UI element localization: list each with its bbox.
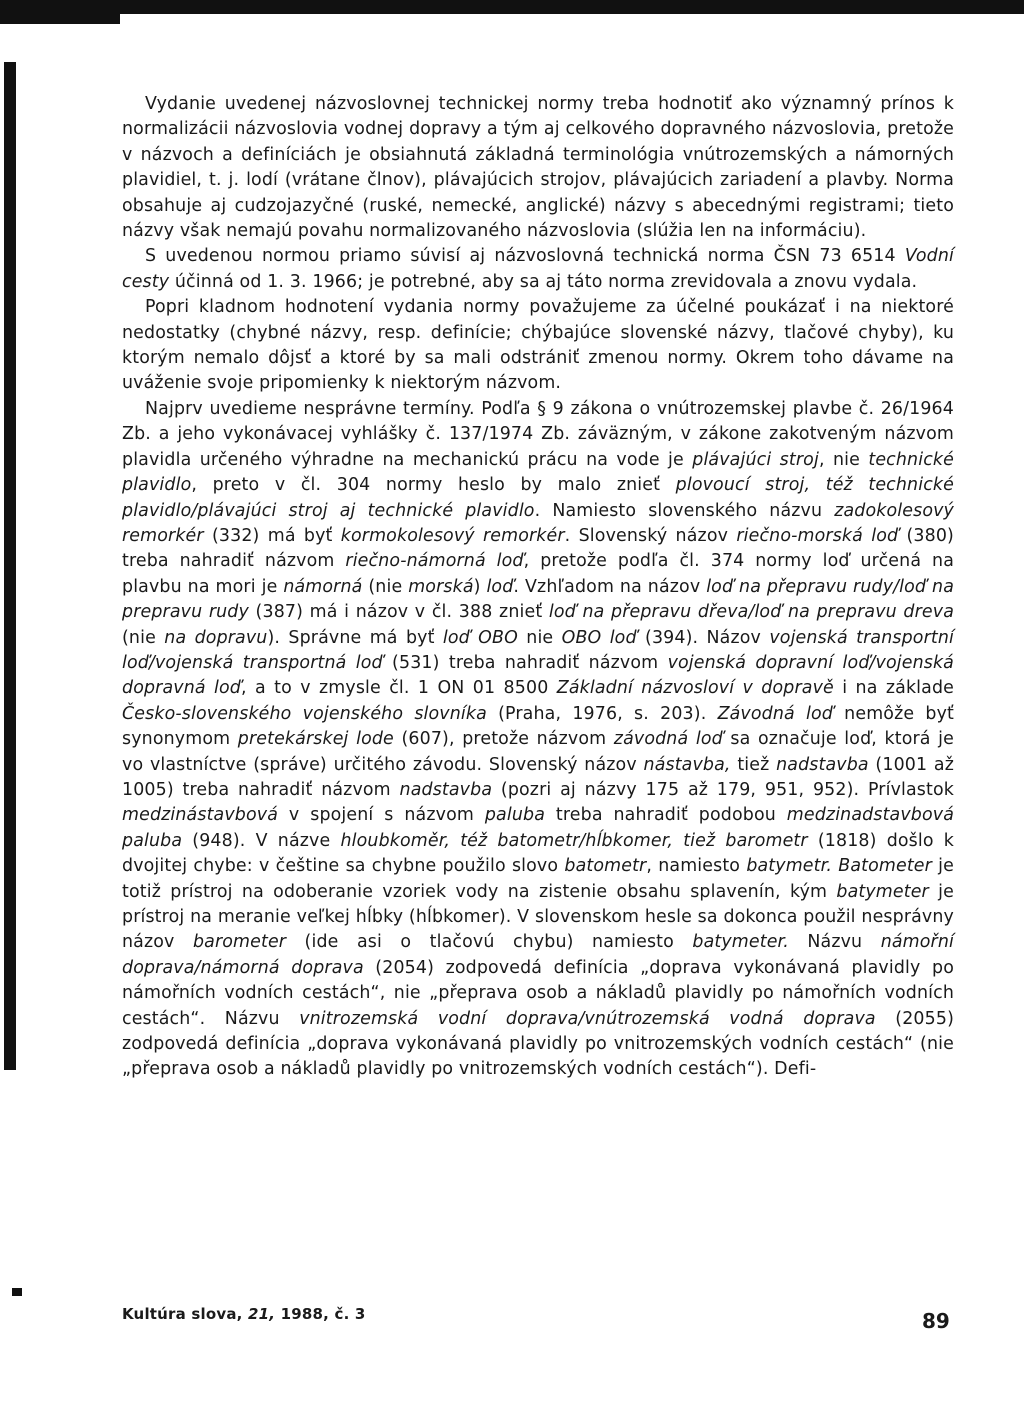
italic-term: nadstavba [776,754,869,775]
text-run: (531) treba nahradiť názvom [382,652,668,673]
page-number: 89 [922,1309,950,1333]
scan-border-notch [0,14,120,24]
text-run: (1818) došlo k dvojitej chybe: v češtine sa chybne použilo slovo [122,830,955,877]
italic-term: batymetr. [746,856,833,877]
italic-term: vojenská dopravní loď/vojenská dopravná loď [122,652,954,699]
text-run: , namiesto [646,856,747,877]
italic-term: na dopravu [164,627,268,648]
scan-margin-bar [4,62,16,1070]
italic-term: Batometer [838,856,932,877]
italic-term: medzinástavbová [122,805,279,826]
italic-term: medzinadstavbová paluba [122,805,955,851]
italic-term: námořní doprava/námorná doprava [122,932,955,978]
italic-term: Česko-slovenského vojenského slovníka [122,703,487,724]
italic-term: námorná [283,576,363,597]
text-run: (2055) zodpovedá definícia „doprava vykonávaná plavidly po vnitrozemských vodních cestách“ (nie „přeprava osob a nákladů plavidly po vnitrozemských vodních cestách“). Defi- [122,1008,955,1080]
article-body [122,92,954,1083]
text-run: . Vzhľadom na názov [513,576,707,597]
italic-term: batymeter [836,881,929,902]
text-run: (948). V názve [182,830,341,851]
text-run: nie [517,627,562,648]
paragraph [122,244,954,295]
text-run: (pozri aj názvy 175 až 179, 951, 952). Prívlastok [492,779,954,800]
italic-term: loď [486,576,514,597]
text-run: . Slovenský názov [564,525,737,546]
text-run: (394). Názov [636,627,770,648]
text-run: . Namiesto slovenského názvu [534,500,835,521]
text-run: , pretože podľa čl. 374 normy loď určená na plavbu na mori je [122,551,954,597]
italic-term: loď na přepravu dřeva/loď na prepravu dreva [548,602,955,623]
scan-margin-mark [12,1288,22,1296]
italic-term: Závodná loď [717,703,833,724]
text-run: (380) treba nahradiť názvom [122,525,954,572]
text-run: (607), pretože názvom [393,729,614,750]
running-footer [122,1305,366,1323]
journal-name: Kultúra slova, [122,1305,243,1323]
italic-term: plávajúci stroj [692,449,819,470]
italic-term: nadstavba [399,779,493,800]
paragraph [122,397,954,1083]
italic-term: plovoucí stroj, též technické plavidlo/plávajúci stroj aj technické plavidlo [122,475,954,521]
text-run: tiež [730,754,777,775]
text-run: (1001 až 1005) treba nahradiť názvom [122,754,955,800]
italic-term: morská [408,576,474,597]
italic-term: batometr [564,856,647,877]
italic-term: vojenská transportní loď/vojenská transportná loď [122,627,955,673]
italic-term: hloubkoměr, též batometr/hĺbkomer, tiež barometr [340,830,808,851]
text-run: i na základe [833,678,954,699]
text-run: Názvu [788,932,881,953]
italic-term: zadokolesový remorkér [122,500,954,546]
paragraph [122,92,954,244]
text-run: ) [473,576,487,597]
italic-term: paluba [484,805,546,826]
italic-term: riečno-námorná loď [345,551,524,572]
text-run: v spojení s názvom [278,805,485,826]
journal-volume: 21, [247,1305,276,1323]
italic-term: Vodní cesty [122,246,954,292]
italic-term: loď na přepravu rudy/loď na prepravu rudy [122,576,954,623]
italic-term: technické plavidlo [122,449,954,496]
italic-term: kormokolesový remorkér [340,525,565,546]
text-run: (ide asi o tlačovú chybu) namiesto [286,932,693,953]
text-run: , nie [818,449,869,470]
text-run: (387) má i názov v čl. 388 znieť [248,602,549,623]
italic-term: loď OBO [442,627,518,648]
italic-term: batymeter. [692,932,789,953]
text-run: (Praha, 1976, s. 203). [486,703,718,724]
text-run: (2054) zodpovedá definícia „doprava vykonávaná plavidly po námořních vodních cestách“, nie „přeprava osob a nákladů plavidly po námořních vodních cestách“. Názvu [122,957,954,1029]
italic-term: pretekárskej lode [237,729,394,750]
text-run: je totiž prístroj na odoberanie vzoriek vody na zistenie obsahu splavenín, kým [122,856,954,902]
text-run: , a to v zmysle čl. 1 ON 01 8500 [241,678,557,699]
paragraph [122,295,954,397]
text-run: treba nahradiť podobou [545,805,787,826]
text-run: Najprv uvedieme nesprávne termíny. Podľa § 9 zákona o vnútrozemskej plavbe č. 26/1964 Zb. a jeho vykonávacej vyhlášky č. 137/1974 Zb. záväzným, v zákone zakotveným názvom plavidla určeného výhradne na mechanickú prácu na vode je [122,398,954,470]
italic-term: barometer [192,932,287,953]
text-run: ). Správne má byť [267,627,443,648]
text-run: S uvedenou normou priamo súvisí aj názvoslovná technická norma ČSN 73 6514 [145,246,905,267]
italic-term: Základní názvosloví v dopravě [556,678,834,699]
italic-term: nástavba, [643,754,731,775]
text-run: (nie [122,627,165,648]
text-run: sa označuje loď, ktorá je vo vlastníctve (správe) určitého závodu. Slovenský názov [122,729,954,775]
text-run: (332) má byť [203,525,341,546]
italic-term: vnitrozemská vodní doprava/vnútrozemská vodná doprava [299,1008,876,1029]
italic-term: závodná loď [613,729,723,750]
scan-border-top [0,0,1024,14]
text-run: nemôže byť synonymom [122,703,954,750]
text-run: Vydanie uvedenej názvoslovnej technickej normy treba hodnotiť ako významný prínos k normalizácii názvoslovia vodnej dopravy a tým aj celkového dopravného názvoslovia, pretože v názvoch a definíciách je obsiahnutá základná terminológia vnútrozemských a námorných plavidiel, t. j. lodí (vrátane člnov), plávajúcich strojov, plávajúcich zariadení a plavby. Norma obsahuje aj cudzojazyčné (ruské, nemecké, anglické) názvy s abecednými registrami; tieto názvy však nemajú povahu normalizovaného názvoslovia (slúžia len na informáciu). [122,94,954,242]
journal-year-issue: 1988, č. 3 [280,1305,366,1323]
text-run: je prístroj na meranie veľkej hĺbky (hĺbkomer). V slovenskom hesle sa dokonca použil nesprávny názov [122,881,954,953]
text-run: , preto v čl. 304 normy heslo by malo znieť [191,475,676,496]
text-run: Popri kladnom hodnotení vydania normy považujeme za účelné poukázať i na niektoré nedostatky (chybné názvy, resp. definície; chýbajúce slovenské názvy, tlačové chyby), ku ktorým nemalo dôjsť a ktoré by sa mali odstrániť zmenou normy. Okrem toho dávame na uváženie svoje pripomienky k niektorým názvom. [122,297,954,394]
italic-term: riečno-morská loď [736,525,899,546]
text-run: účinná od 1. 3. 1966; je potrebné, aby sa aj táto norma zrevidovala a znovu vydala. [169,271,918,292]
italic-term: OBO loď [561,627,637,648]
text-run: (nie [362,576,409,597]
